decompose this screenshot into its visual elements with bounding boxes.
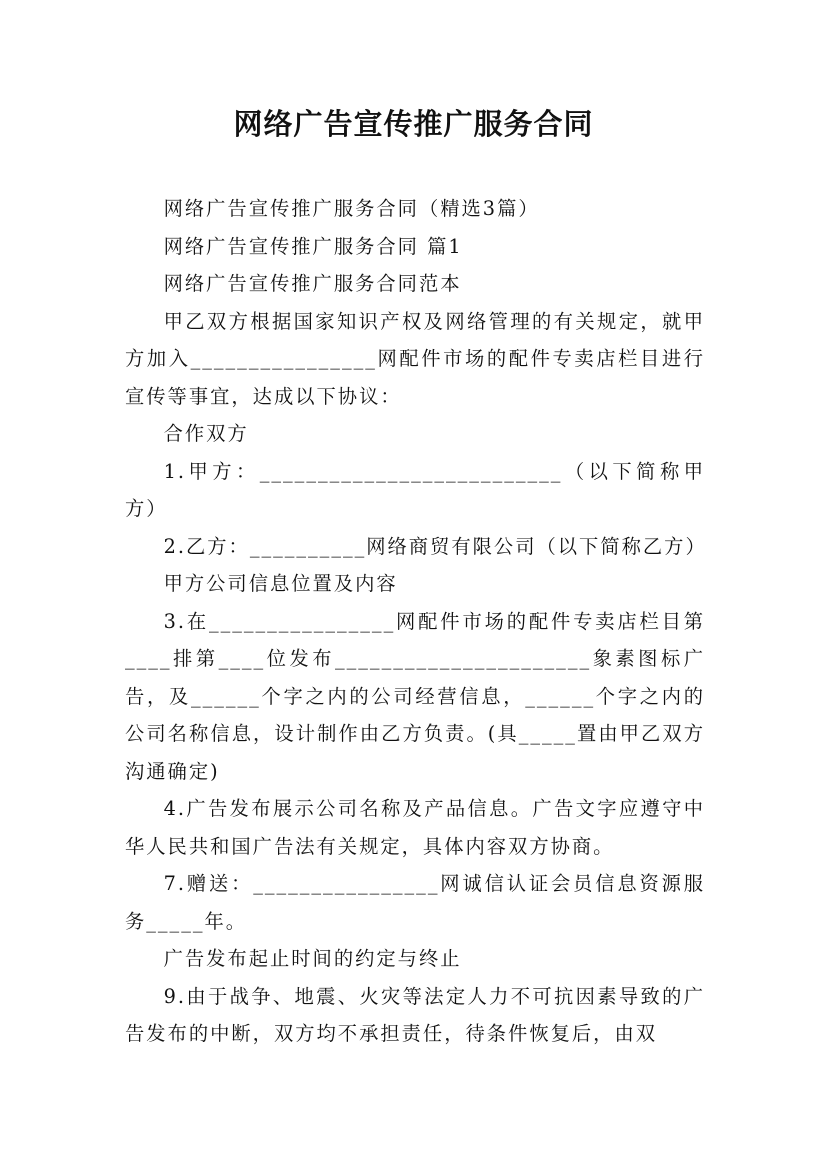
- paragraph-7: 2.乙方：__________网络商贸有限公司（以下简称乙方）: [163, 534, 707, 558]
- paragraph-12: 广告发布起止时间的约定与终止: [163, 947, 462, 970]
- paragraph-9: 3.在________________网配件市场的配件专卖店栏目第____排第____位发布______________________象素图标广告，及______个字之内的公司经营信息，______个字之内的公司名称信息，设计制作由乙方负责。(具_____置由甲乙双方沟通确定): [125, 609, 705, 783]
- paragraph-5: 合作双方: [163, 422, 249, 445]
- paragraph-1: 网络广告宣传推广服务合同（精选3篇）: [163, 197, 540, 220]
- paragraph-2: 网络广告宣传推广服务合同 篇1: [163, 234, 463, 258]
- paragraph-10: 4.广告发布展示公司名称及产品信息。广告文字应遵守中华人民共和国广告法有关规定，具体内容双方协商。: [125, 797, 705, 858]
- paragraph-11: 7.赠送：________________网诚信认证会员信息资源服务_____年。: [125, 872, 705, 933]
- paragraph-13: 9.由于战争、地震、火灾等法定人力不可抗因素导致的广告发布的中断，双方均不承担责任，待条件恢复后，由双: [125, 984, 705, 1045]
- paragraph-6: 1.甲方：__________________________（以下简称甲方）: [125, 459, 705, 520]
- document-body: [125, 190, 705, 1053]
- paragraph-8: 甲方公司信息位置及内容: [163, 572, 398, 595]
- document-title: 网络广告宣传推广服务合同: [233, 107, 594, 141]
- paragraph-4: 甲乙双方根据国家知识产权及网络管理的有关规定，就甲方加入________________网配件市场的配件专卖店栏目进行宣传等事宜，达成以下协议：: [125, 309, 705, 408]
- paragraph-3: 网络广告宣传推广服务合同范本: [163, 272, 462, 295]
